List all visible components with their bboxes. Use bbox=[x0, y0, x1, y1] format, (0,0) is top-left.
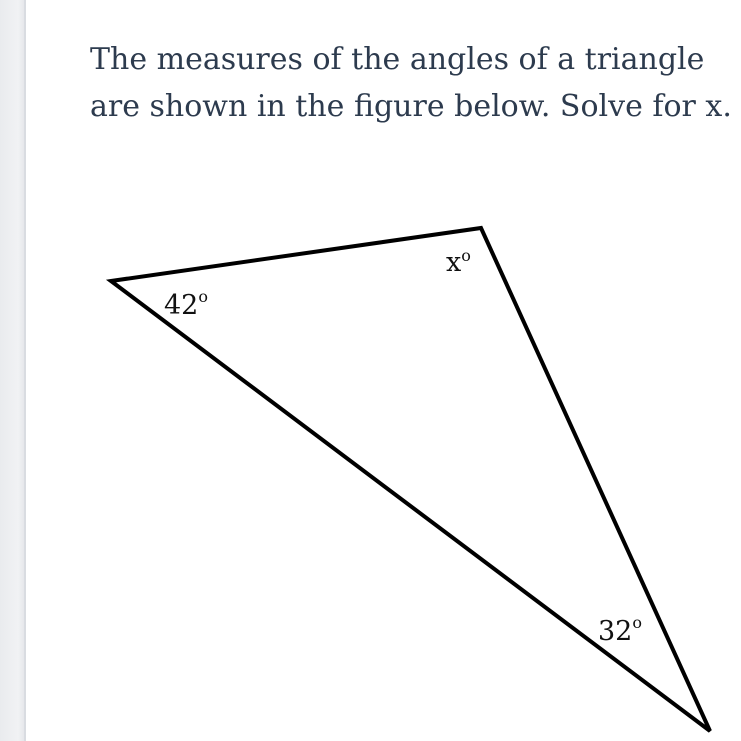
question-line-1: The measures of the angles of a triangle bbox=[90, 42, 705, 77]
angle-label-top: $x^o$ bbox=[446, 246, 471, 278]
question-line-2: are shown in the figure below. Solve for x. bbox=[90, 89, 732, 124]
angle-label-left: 42$^o$ bbox=[164, 287, 208, 321]
angle-label-bottom: 32$^o$ bbox=[598, 613, 642, 647]
